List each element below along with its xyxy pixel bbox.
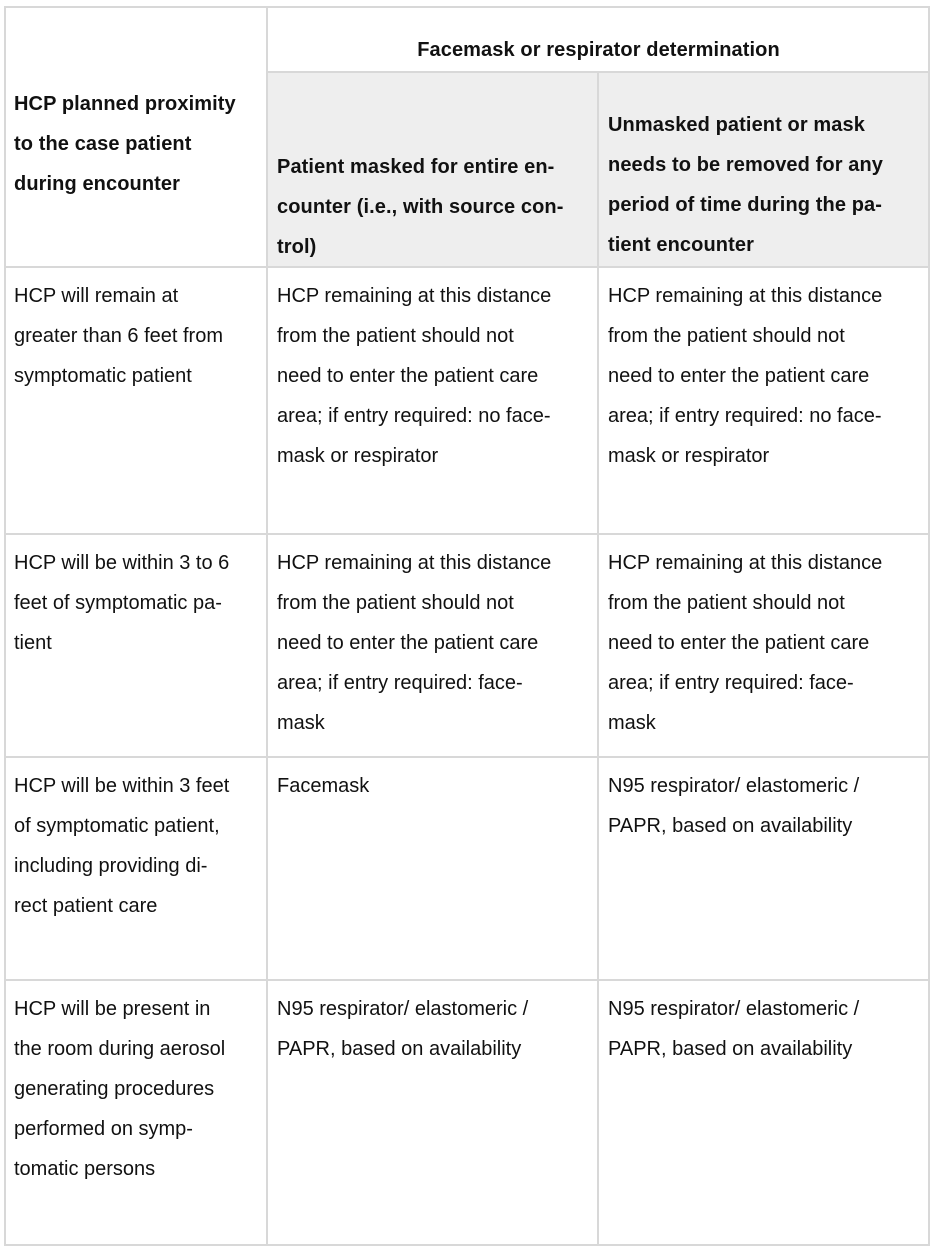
row-1-unmasked: HCP remaining at this distance from the patient should not need to enter the patient care area; if entry required: no face- mask or respirator (608, 285, 883, 467)
border-col-1-right (266, 6, 268, 1246)
border-row-1-bottom (4, 533, 930, 535)
row-2-masked: HCP remaining at this distance from the patient should not need to enter the patient care area; if entry required: face- mask (277, 552, 552, 734)
border-header-bottom (4, 266, 930, 268)
header-patient-masked: Patient masked for entire en- counter (i.e., with source con- trol) (277, 156, 564, 258)
border-left (4, 6, 6, 1246)
row-3-proximity: HCP will be within 3 feet of symptomatic patient, including providing di- rect patient care (14, 775, 230, 917)
border-bottom (4, 1244, 930, 1246)
border-row-2-bottom (4, 756, 930, 758)
border-right (928, 6, 930, 1246)
row-4-proximity: HCP will be present in the room during aerosol generating procedures performed on symp- tomatic persons (14, 998, 226, 1180)
row-4-masked: N95 respirator/ elastomeric / PAPR, based on availability (277, 998, 529, 1060)
row-1-proximity: HCP will remain at greater than 6 feet from symptomatic patient (14, 285, 224, 387)
row-3-masked: Facemask (277, 775, 370, 797)
header-patient-unmasked: Unmasked patient or mask needs to be removed for any period of time during the pa- tient encounter (608, 114, 883, 256)
row-3-unmasked: N95 respirator/ elastomeric / PAPR, based on availability (608, 775, 860, 837)
row-4-unmasked: N95 respirator/ elastomeric / PAPR, based on availability (608, 998, 860, 1060)
header-proximity: HCP planned proximity to the case patient during encounter (14, 93, 236, 195)
border-top (4, 6, 930, 8)
row-2-proximity: HCP will be within 3 to 6 feet of symptomatic pa- tient (14, 552, 230, 654)
border-row-3-bottom (4, 979, 930, 981)
header-facemask-determination: Facemask or respirator determination (417, 39, 780, 61)
border-col-2-right (597, 71, 599, 1246)
row-2-unmasked: HCP remaining at this distance from the patient should not need to enter the patient care area; if entry required: face- mask (608, 552, 883, 734)
row-1-masked: HCP remaining at this distance from the patient should not need to enter the patient care area; if entry required: no face- mask or respirator (277, 285, 552, 467)
